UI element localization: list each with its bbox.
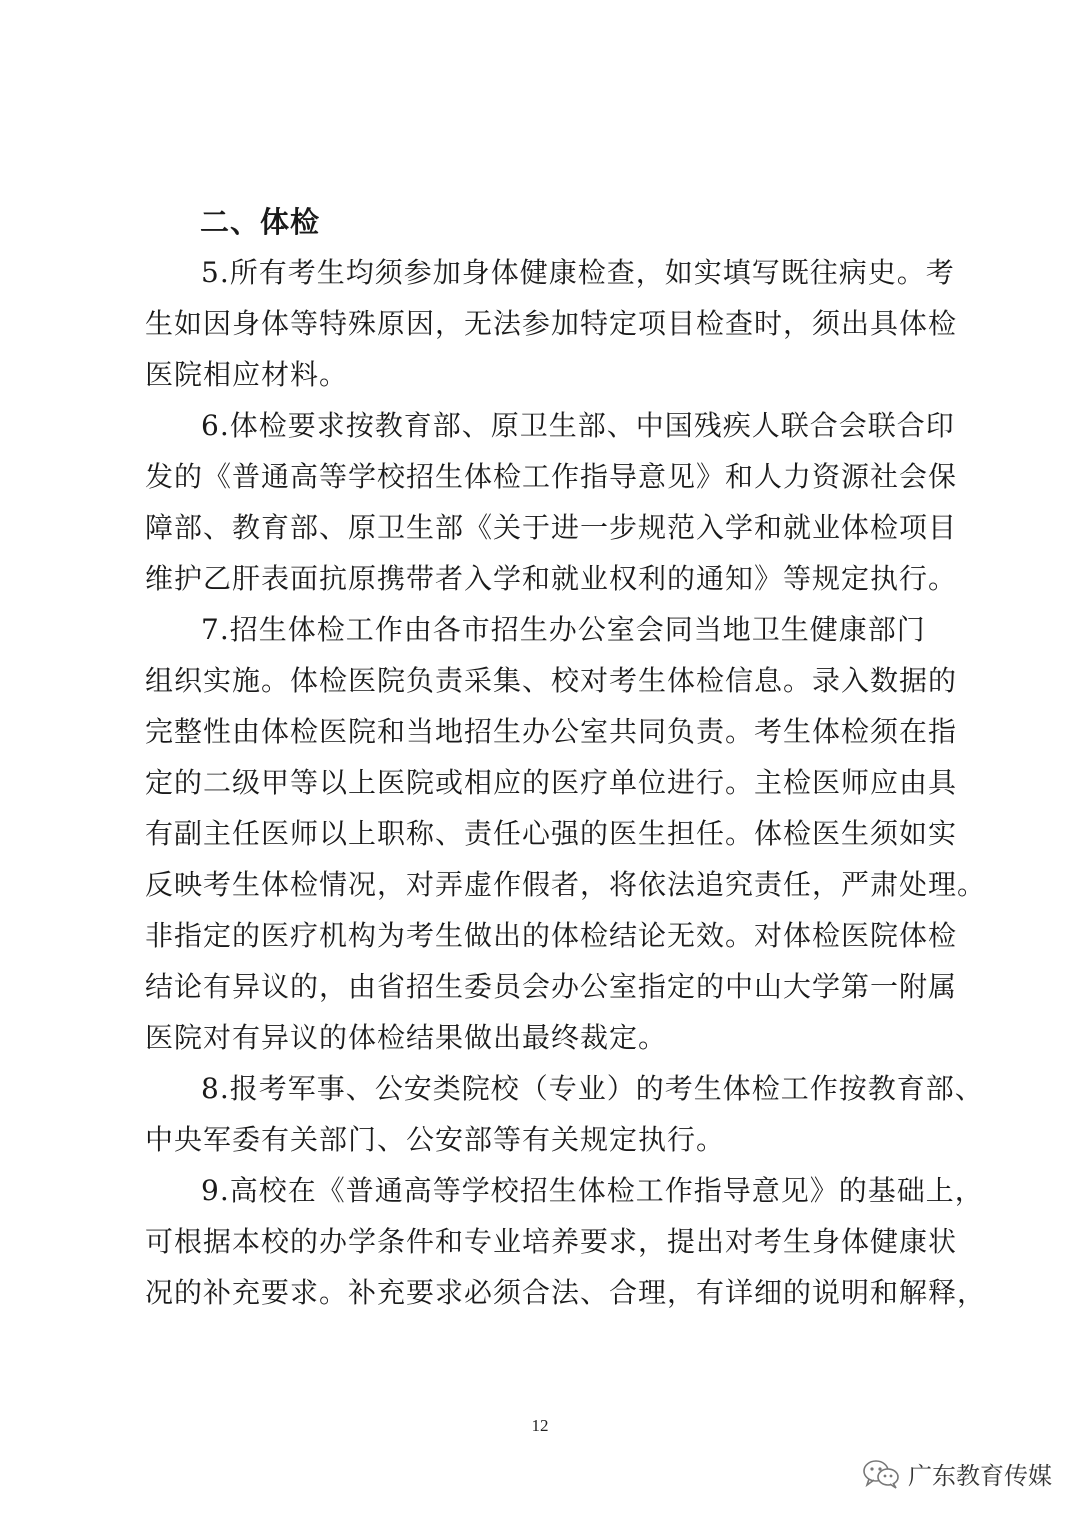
paragraph-line: 6.体检要求按教育部、原卫生部、中国残疾人联合会联合印 — [201, 409, 955, 442]
section-heading: 二、体检 — [200, 205, 321, 239]
paragraph-line: 有副主任医师以上职称、责任心强的医生担任。体检医生须如实 — [145, 817, 958, 850]
paragraph-line: 可根据本校的办学条件和专业培养要求，提出对考生身体健康状 — [145, 1225, 958, 1258]
paragraph-line: 发的《普通高等学校招生体检工作指导意见》和人力资源社会保 — [145, 460, 958, 493]
paragraph-line: 5.所有考生均须参加身体健康检查，如实填写既往病史。考 — [201, 256, 955, 289]
paragraph-line: 障部、教育部、原卫生部《关于进一步规范入学和就业体检项目 — [145, 511, 958, 544]
paragraph-line: 完整性由体检医院和当地招生办公室共同负责。考生体检须在指 — [145, 715, 958, 748]
paragraph-line: 况的补充要求。补充要求必须合法、合理，有详细的说明和解释， — [145, 1276, 987, 1309]
paragraph-line: 非指定的医疗机构为考生做出的体检结论无效。对体检医院体检 — [145, 919, 958, 952]
watermark-text: 广东教育传媒 — [908, 1462, 1052, 1490]
paragraph-6 — [145, 400, 958, 604]
paragraph-line: 组织实施。体检医院负责采集、校对考生体检信息。录入数据的 — [145, 664, 958, 697]
watermark — [862, 1456, 1052, 1491]
paragraph-line: 7.招生体检工作由各市招生办公室会同当地卫生健康部门 — [201, 613, 926, 646]
paragraph-8 — [145, 1063, 984, 1165]
paragraph-line: 医院相应材料。 — [145, 358, 349, 391]
paragraph-line: 结论有异议的，由省招生委员会办公室指定的中山大学第一附属 — [145, 970, 958, 1003]
body-text — [145, 247, 987, 1318]
paragraph-line: 定的二级甲等以上医院或相应的医疗单位进行。主检医师应由具 — [145, 766, 958, 799]
paragraph-line: 生如因身体等特殊原因，无法参加特定项目检查时，须出具体检 — [145, 307, 958, 340]
page-number: 12 — [531, 1416, 549, 1435]
paragraph-line: 医院对有异议的体检结果做出最终裁定。 — [145, 1021, 668, 1054]
paragraph-9 — [145, 1165, 987, 1318]
paragraph-line: 维护乙肝表面抗原携带者入学和就业权利的通知》等规定执行。 — [145, 562, 958, 595]
paragraph-7 — [145, 604, 987, 1063]
paragraph-5 — [145, 247, 958, 400]
paragraph-line: 9.高校在《普通高等学校招生体检工作指导意见》的基础上， — [201, 1174, 984, 1207]
wechat-icon — [862, 1459, 900, 1489]
paragraph-line: 8.报考军事、公安类院校（专业）的考生体检工作按教育部、 — [201, 1072, 984, 1105]
paragraph-line: 反映考生体检情况，对弄虚作假者，将依法追究责任，严肃处理。 — [145, 868, 987, 901]
paragraph-line: 中央军委有关部门、公安部等有关规定执行。 — [145, 1123, 726, 1156]
